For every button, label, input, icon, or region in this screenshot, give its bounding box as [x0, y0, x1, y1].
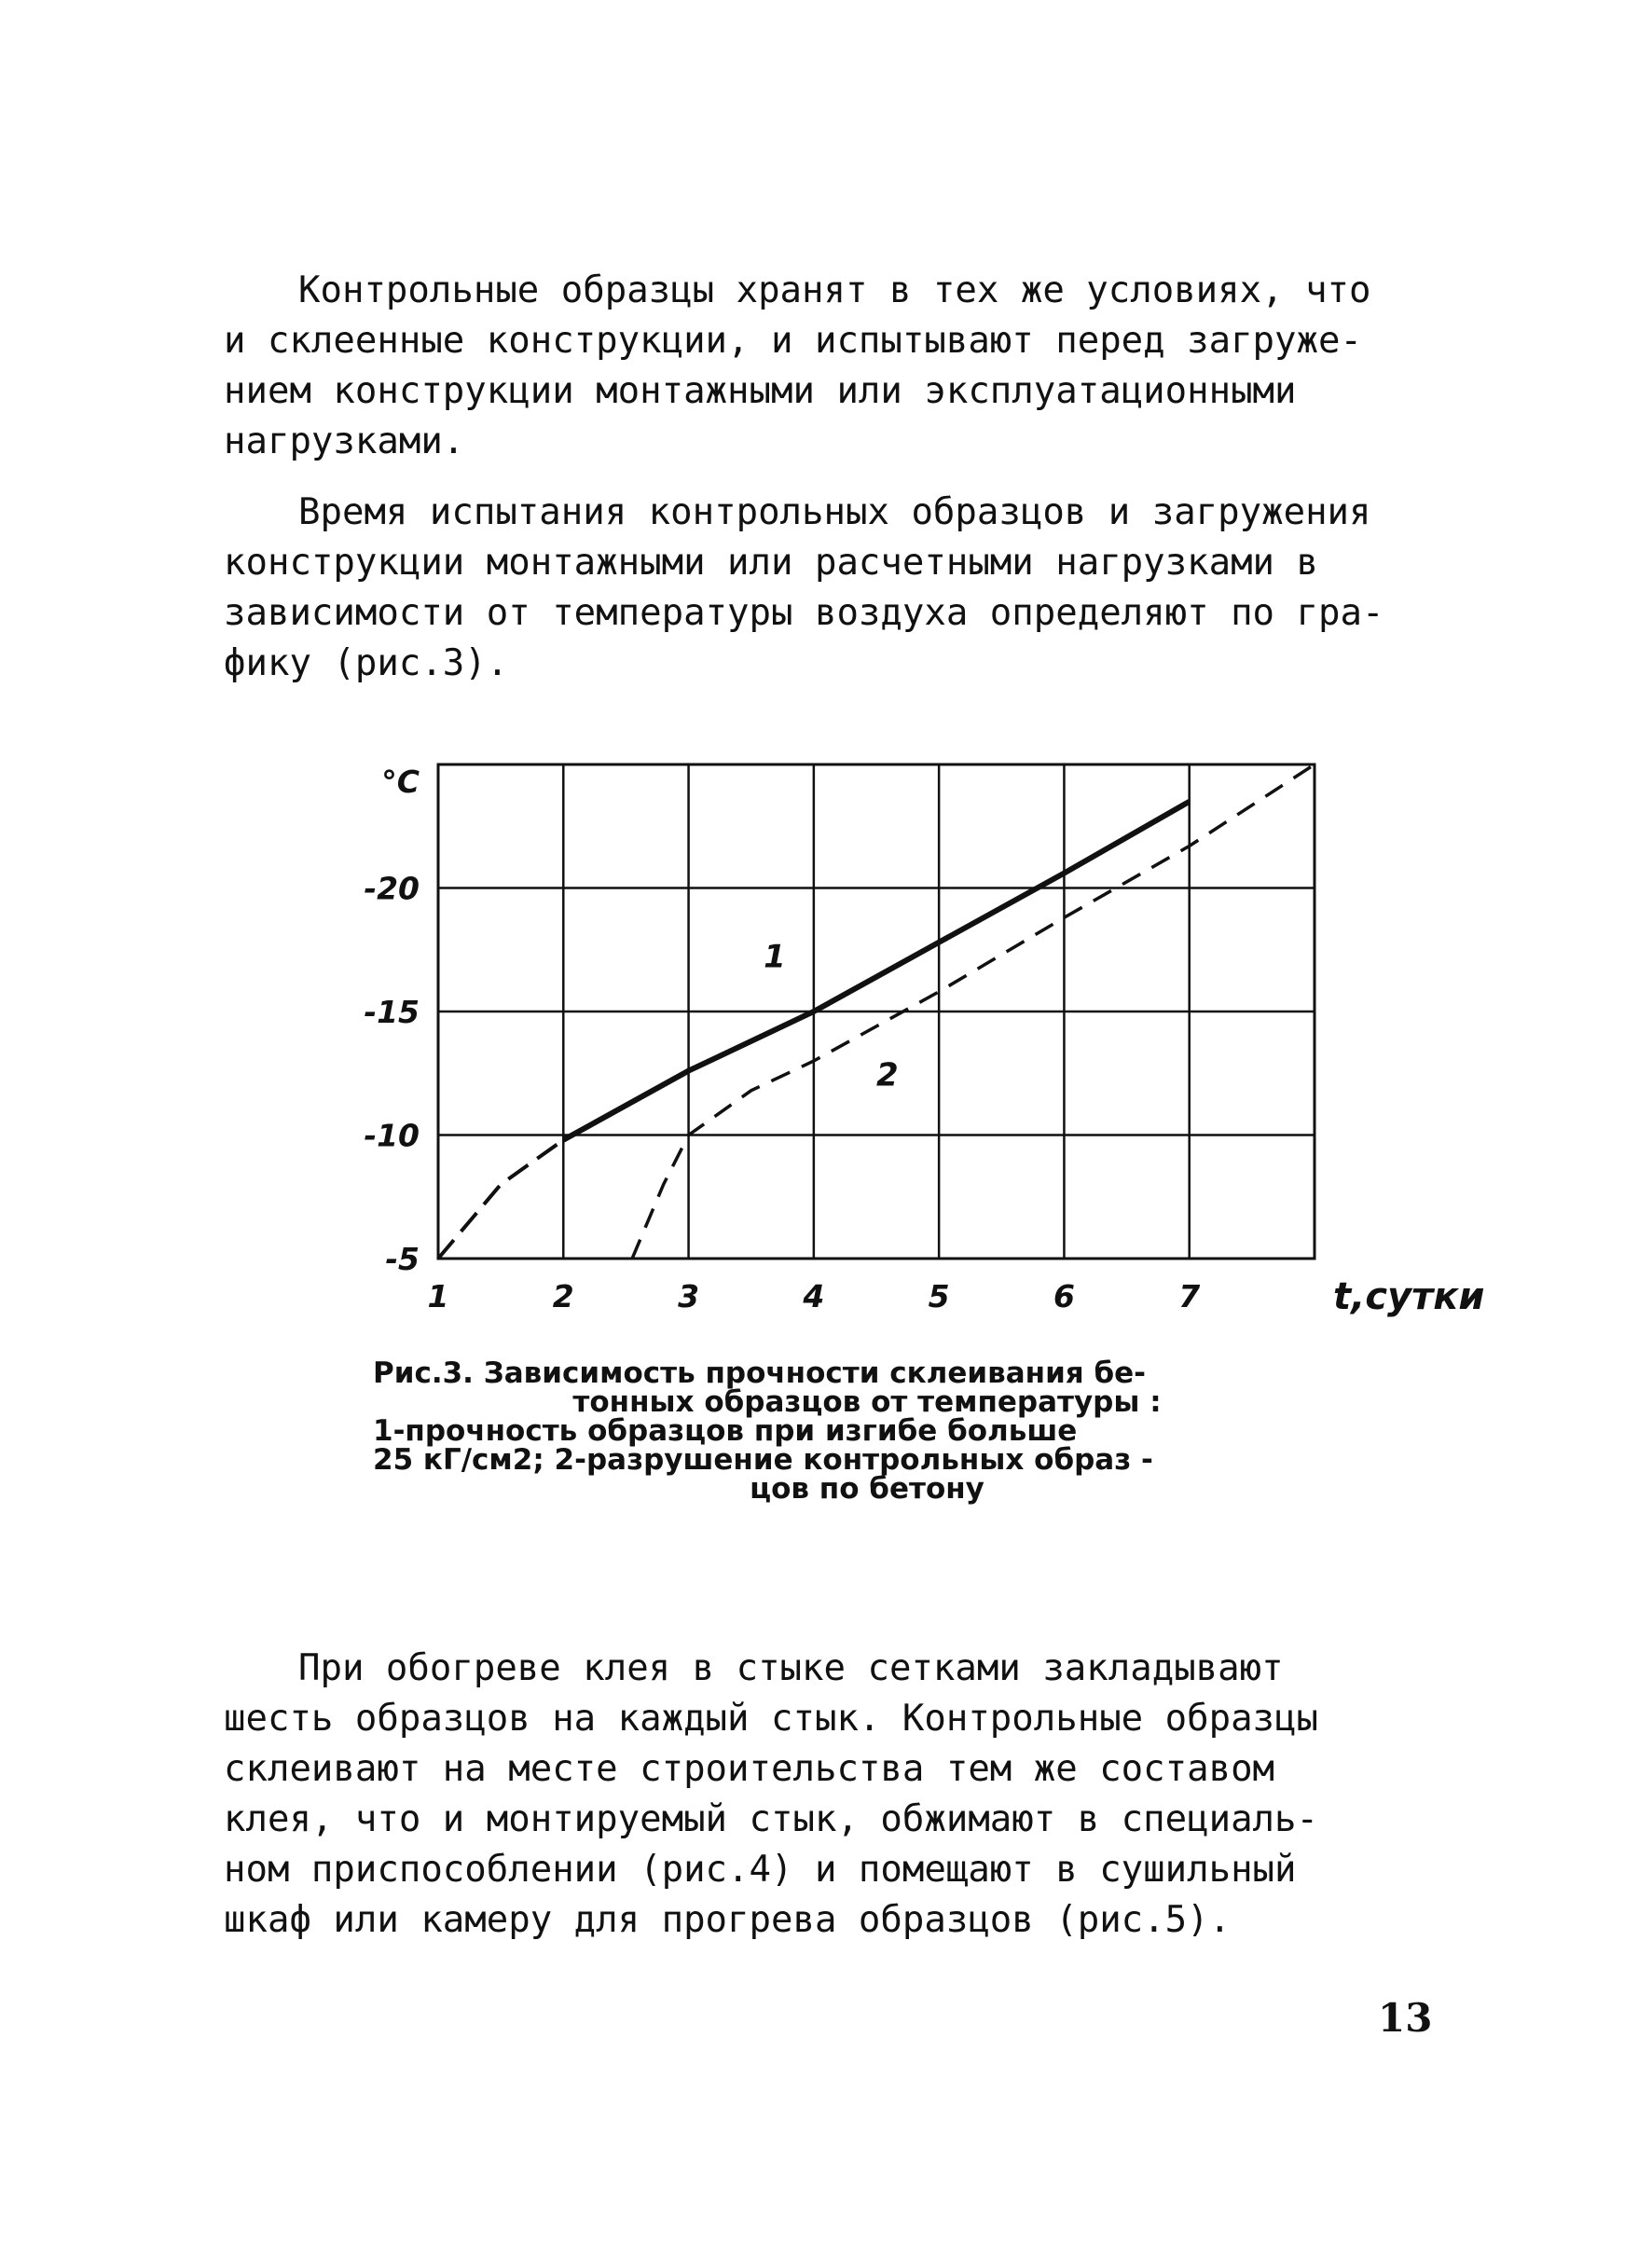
text-line: клея, что и монтируемый стык, обжимают в специаль-: [224, 1798, 1318, 1840]
text-line: ном приспособлении (рис.4) и помещают в сушильный: [224, 1849, 1297, 1891]
text-line: конструкции монтажными или расчетными нагрузками в: [224, 542, 1318, 584]
y-tick-label: -10: [364, 1117, 420, 1154]
y-tick-label: -15: [364, 994, 420, 1030]
text-line: склеивают на месте строительства тем же составом: [224, 1748, 1275, 1790]
y-axis-unit-label: °C: [381, 764, 420, 800]
x-tick-label: 6: [1053, 1278, 1075, 1314]
x-tick-label: 1: [427, 1278, 449, 1314]
text-line: Контрольные образцы хранят в тех же условиях, что: [298, 269, 1371, 311]
text-line: шкаф или камеру для прогрева образцов (рис.5).: [224, 1899, 1232, 1941]
text-line: и склеенные конструкции, и испытывают перед загруже-: [224, 320, 1362, 362]
chart-grid: [438, 764, 1315, 1259]
text-line: Время испытания контрольных образцов и загружения: [298, 491, 1371, 533]
text-line: нагрузками.: [224, 420, 465, 462]
caption-line: тонных образцов от температуры :: [572, 1385, 1162, 1419]
figure-caption: [373, 1356, 1361, 1506]
page-number: 13: [1378, 1995, 1433, 2041]
caption-line: цов по бетону: [750, 1472, 984, 1506]
paragraph-test-time: [224, 488, 1464, 689]
caption-line: 1-прочность образцов при изгибе больше: [373, 1414, 1078, 1448]
y-tick-label: -5: [385, 1241, 420, 1277]
x-tick-label: 5: [928, 1278, 950, 1314]
x-tick-label: 7: [1178, 1278, 1201, 1314]
caption-line: Рис.3. Зависимость прочности склеивания бе-: [373, 1356, 1147, 1390]
temperature-strength-chart: [354, 736, 1485, 1318]
x-axis-label: t,сутки: [1333, 1275, 1485, 1318]
text-line: нием конструкции монтажными или эксплуатационными: [224, 370, 1297, 412]
x-tick-label: 2: [552, 1278, 574, 1314]
curve-label-2: 2: [876, 1056, 899, 1094]
text-line: При обогреве клея в стыке сетками закладывают: [298, 1647, 1284, 1689]
paragraph-storage-conditions: [224, 266, 1464, 467]
curve-label-1: 1: [764, 938, 786, 976]
text-line: фику (рис.3).: [224, 642, 509, 684]
chart-labels: [364, 764, 1484, 1318]
paragraph-heating: [224, 1644, 1464, 1946]
text-line: шесть образцов на каждый стык. Контрольные образцы: [224, 1698, 1318, 1740]
caption-line: 25 кГ/см2; 2-разрушение контрольных образ -: [373, 1443, 1153, 1477]
x-tick-label: 3: [678, 1278, 700, 1314]
series-1-dashed-start: [438, 1140, 563, 1259]
y-tick-label: -20: [364, 870, 420, 907]
text-line: зависимости от температуры воздуха определяют по гра-: [224, 592, 1384, 634]
x-tick-label: 4: [803, 1278, 825, 1314]
